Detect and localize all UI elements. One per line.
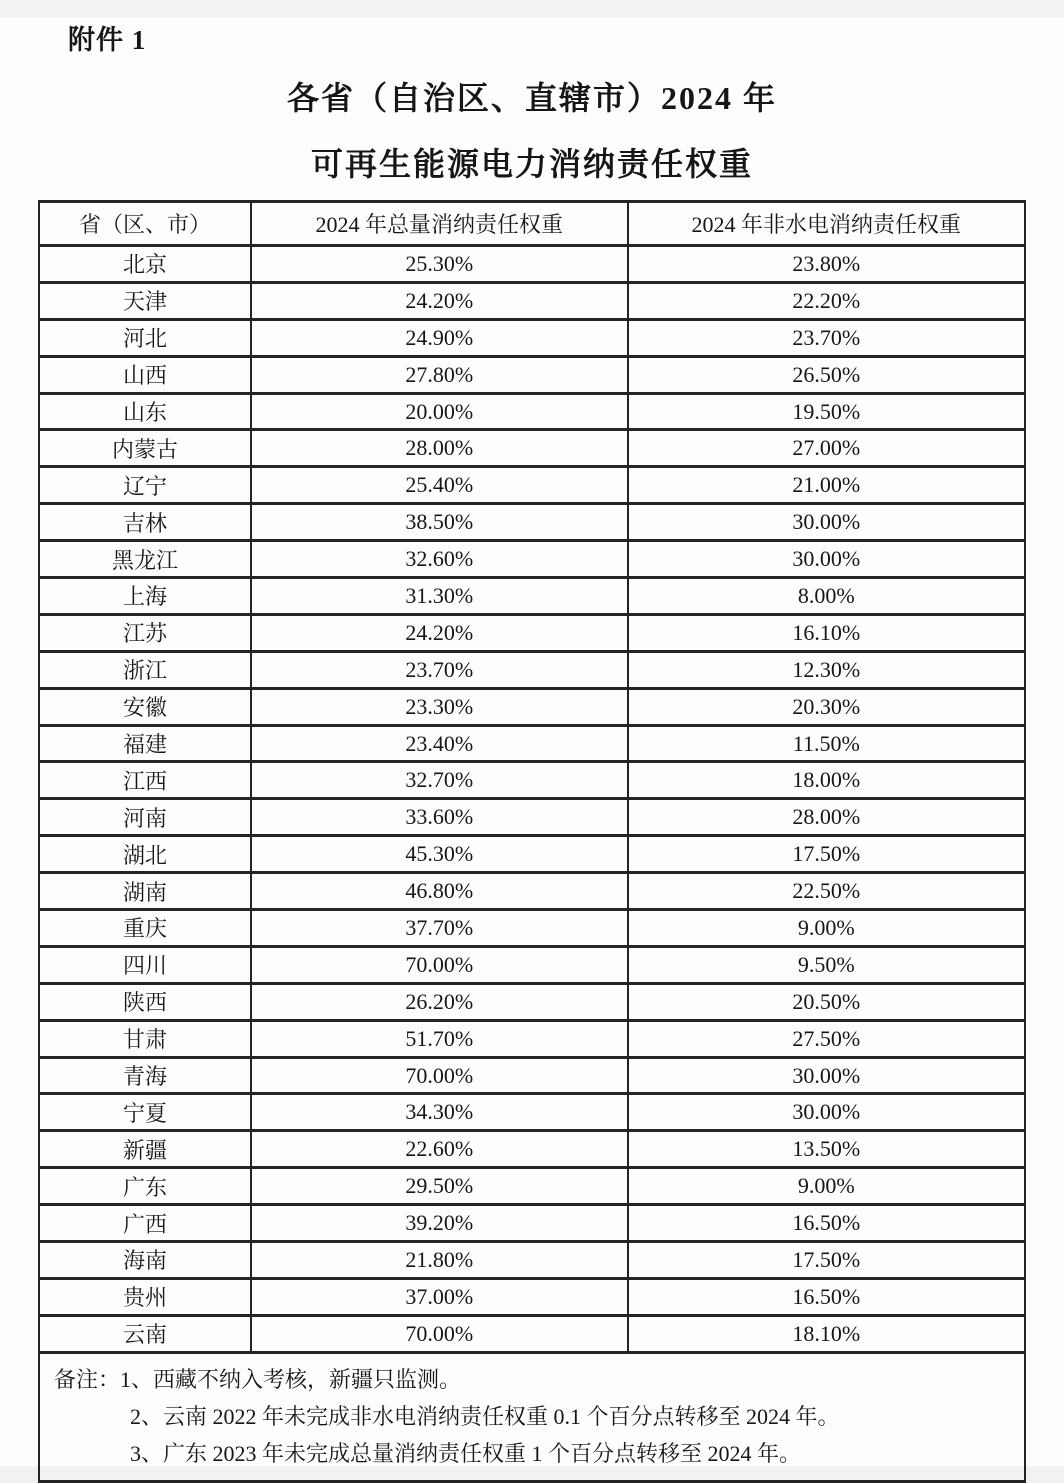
document-page [0, 18, 1064, 1466]
province-cell: 河北 [39, 319, 251, 356]
province-cell: 上海 [39, 578, 251, 615]
total-weight-cell: 24.20% [251, 614, 628, 651]
non-hydro-weight-cell: 27.00% [628, 430, 1025, 467]
note-item: 1、西藏不纳入考核，新疆只监测。 [120, 1366, 462, 1392]
table-row [39, 467, 1025, 504]
total-weight-cell: 23.70% [251, 651, 628, 688]
total-weight-cell: 33.60% [251, 799, 628, 836]
total-weight-cell: 24.90% [251, 319, 628, 356]
non-hydro-weight-cell: 27.50% [628, 1020, 1025, 1057]
total-weight-cell: 24.20% [251, 282, 628, 319]
table-row [39, 910, 1025, 947]
total-weight-cell: 45.30% [251, 836, 628, 873]
table-row [39, 1242, 1025, 1279]
table-row [39, 246, 1025, 283]
total-weight-cell: 70.00% [251, 1057, 628, 1094]
non-hydro-weight-cell: 23.70% [628, 319, 1025, 356]
total-weight-cell: 70.00% [251, 946, 628, 983]
total-weight-cell: 27.80% [251, 356, 628, 393]
province-cell: 黑龙江 [39, 541, 251, 578]
non-hydro-weight-cell: 17.50% [628, 1242, 1025, 1279]
table-row [39, 1131, 1025, 1168]
total-weight-cell: 26.20% [251, 983, 628, 1020]
table-header-row [39, 202, 1025, 246]
table-row [39, 1168, 1025, 1205]
table-row [39, 578, 1025, 615]
table-row [39, 282, 1025, 319]
table-row [39, 1278, 1025, 1315]
header-province: 省（区、市） [39, 202, 251, 246]
province-cell: 安徽 [39, 688, 251, 725]
weights-table [38, 200, 1026, 1354]
total-weight-cell: 23.30% [251, 688, 628, 725]
non-hydro-weight-cell: 28.00% [628, 799, 1025, 836]
province-cell: 陕西 [39, 983, 251, 1020]
province-cell: 重庆 [39, 910, 251, 947]
province-cell: 辽宁 [39, 467, 251, 504]
province-cell: 天津 [39, 282, 251, 319]
province-cell: 江苏 [39, 614, 251, 651]
total-weight-cell: 38.50% [251, 504, 628, 541]
non-hydro-weight-cell: 17.50% [628, 836, 1025, 873]
non-hydro-weight-cell: 16.50% [628, 1205, 1025, 1242]
table-row [39, 1205, 1025, 1242]
province-cell: 海南 [39, 1242, 251, 1279]
table-row [39, 799, 1025, 836]
document-title-line2: 可再生能源电力消纳责任权重 [310, 146, 753, 182]
total-weight-cell: 23.40% [251, 725, 628, 762]
province-cell: 内蒙古 [39, 430, 251, 467]
total-weight-cell: 70.00% [251, 1315, 628, 1352]
province-cell: 湖南 [39, 873, 251, 910]
province-cell: 山西 [39, 356, 251, 393]
notes-section [38, 1354, 1026, 1483]
non-hydro-weight-cell: 19.50% [628, 393, 1025, 430]
total-weight-cell: 34.30% [251, 1094, 628, 1131]
table-row [39, 541, 1025, 578]
total-weight-cell: 29.50% [251, 1168, 628, 1205]
province-cell: 江西 [39, 762, 251, 799]
table-row [39, 393, 1025, 430]
non-hydro-weight-cell: 13.50% [628, 1131, 1025, 1168]
total-weight-cell: 51.70% [251, 1020, 628, 1057]
total-weight-cell: 31.30% [251, 578, 628, 615]
total-weight-cell: 28.00% [251, 430, 628, 467]
non-hydro-weight-cell: 30.00% [628, 1094, 1025, 1131]
note-line [54, 1361, 1010, 1398]
total-weight-cell: 21.80% [251, 1242, 628, 1279]
non-hydro-weight-cell: 8.00% [628, 578, 1025, 615]
province-cell: 浙江 [39, 651, 251, 688]
table-row [39, 1315, 1025, 1352]
province-cell: 湖北 [39, 836, 251, 873]
province-cell: 福建 [39, 725, 251, 762]
province-cell: 广东 [39, 1168, 251, 1205]
non-hydro-weight-cell: 18.10% [628, 1315, 1025, 1352]
header-non-hydro-weight: 2024 年非水电消纳责任权重 [628, 202, 1025, 246]
header-total-weight: 2024 年总量消纳责任权重 [251, 202, 628, 246]
total-weight-cell: 32.60% [251, 541, 628, 578]
province-cell: 贵州 [39, 1278, 251, 1315]
non-hydro-weight-cell: 26.50% [628, 356, 1025, 393]
attachment-label: 附件 1 [68, 25, 147, 55]
table-row [39, 614, 1025, 651]
non-hydro-weight-cell: 22.20% [628, 282, 1025, 319]
province-cell: 青海 [39, 1057, 251, 1094]
non-hydro-weight-cell: 16.10% [628, 614, 1025, 651]
province-cell: 吉林 [39, 504, 251, 541]
total-weight-cell: 25.30% [251, 246, 628, 283]
table-row [39, 983, 1025, 1020]
table-row [39, 356, 1025, 393]
table-row [39, 725, 1025, 762]
total-weight-cell: 25.40% [251, 467, 628, 504]
table-row [39, 1020, 1025, 1057]
table-row [39, 873, 1025, 910]
province-cell: 山东 [39, 393, 251, 430]
note-line: 3、广东 2023 年未完成总量消纳责任权重 1 个百分点转移至 2024 年。 [130, 1440, 802, 1466]
province-cell: 新疆 [39, 1131, 251, 1168]
province-cell: 广西 [39, 1205, 251, 1242]
table-row [39, 688, 1025, 725]
total-weight-cell: 32.70% [251, 762, 628, 799]
total-weight-cell: 22.60% [251, 1131, 628, 1168]
note-line: 2、云南 2022 年未完成非水电消纳责任权重 0.1 个百分点转移至 2024 年。 [130, 1403, 840, 1429]
province-cell: 四川 [39, 946, 251, 983]
non-hydro-weight-cell: 20.30% [628, 688, 1025, 725]
non-hydro-weight-cell: 12.30% [628, 651, 1025, 688]
total-weight-cell: 46.80% [251, 873, 628, 910]
province-cell: 河南 [39, 799, 251, 836]
weights-table-body [39, 246, 1025, 1353]
non-hydro-weight-cell: 30.00% [628, 1057, 1025, 1094]
non-hydro-weight-cell: 20.50% [628, 983, 1025, 1020]
table-row [39, 762, 1025, 799]
non-hydro-weight-cell: 9.00% [628, 910, 1025, 947]
table-row [39, 1057, 1025, 1094]
non-hydro-weight-cell: 30.00% [628, 504, 1025, 541]
province-cell: 北京 [39, 246, 251, 283]
province-cell: 宁夏 [39, 1094, 251, 1131]
non-hydro-weight-cell: 22.50% [628, 873, 1025, 910]
total-weight-cell: 37.70% [251, 910, 628, 947]
table-row [39, 836, 1025, 873]
table-row [39, 946, 1025, 983]
table-row [39, 1094, 1025, 1131]
table-row [39, 504, 1025, 541]
province-cell: 甘肃 [39, 1020, 251, 1057]
non-hydro-weight-cell: 11.50% [628, 725, 1025, 762]
non-hydro-weight-cell: 30.00% [628, 541, 1025, 578]
non-hydro-weight-cell: 18.00% [628, 762, 1025, 799]
province-cell: 云南 [39, 1315, 251, 1352]
total-weight-cell: 37.00% [251, 1278, 628, 1315]
non-hydro-weight-cell: 16.50% [628, 1278, 1025, 1315]
document-title-line1: 各省（自治区、直辖市）2024 年 [286, 80, 777, 116]
total-weight-cell: 20.00% [251, 393, 628, 430]
table-row [39, 430, 1025, 467]
notes-label: 备注： [54, 1366, 121, 1392]
table-row [39, 651, 1025, 688]
non-hydro-weight-cell: 21.00% [628, 467, 1025, 504]
total-weight-cell: 39.20% [251, 1205, 628, 1242]
table-row [39, 319, 1025, 356]
non-hydro-weight-cell: 9.50% [628, 946, 1025, 983]
non-hydro-weight-cell: 9.00% [628, 1168, 1025, 1205]
non-hydro-weight-cell: 23.80% [628, 246, 1025, 283]
